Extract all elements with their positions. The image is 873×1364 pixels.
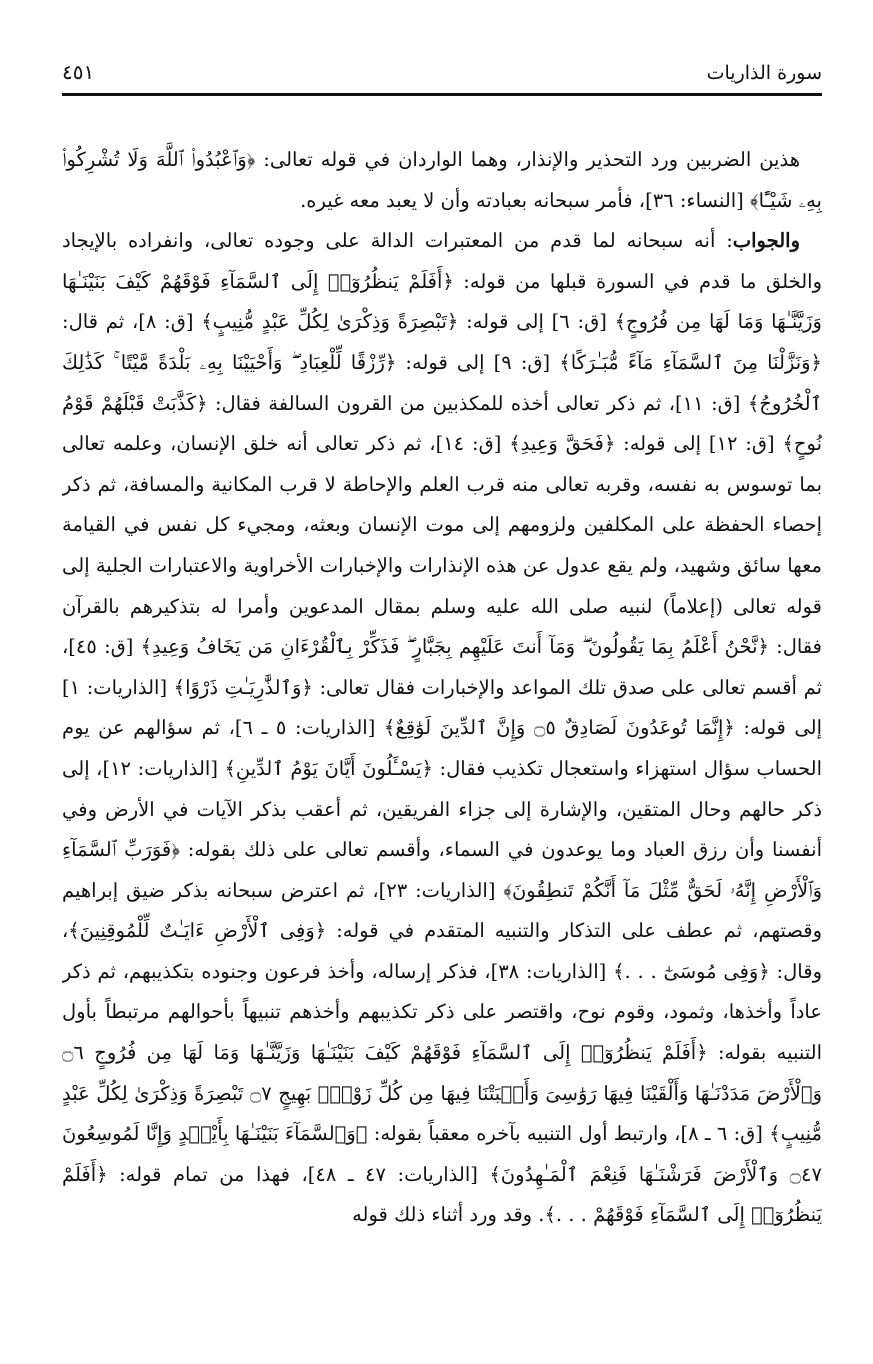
page-number: ٤٥١: [62, 60, 95, 84]
paragraph-2: [62, 221, 822, 1236]
paragraph-1: [62, 140, 822, 221]
paragraph-2-text: : أنه سبحانه لما قدم من المعتبرات الدالة على وجوده تعالى، وانفراده بالإيجاد والخلق ما قدم في السورة قبلها من قوله: ﴿أَفَلَمْ يَنظُرُوٓا۟ إِلَى ٱلسَّمَآءِ فَوْقَهُمْ كَيْفَ بَنَيْنَـٰهَا وَزَيَّنَّـٰهَا وَمَا لَهَا مِن فُرُوجٍ﴾ [ق: ٦] إلى قوله: ﴿تَبْصِرَةً وَذِكْرَىٰ لِكُلِّ عَبْدٍ مُّنِيبٍ﴾ [ق: ٨]، ثم قال: ﴿وَنَزَّلْنَا مِنَ ٱلسَّمَآءِ مَآءً مُّبَـٰرَكًا﴾ [ق: ٩] إلى قوله: ﴿رِّزْقًا لِّلْعِبَادِ ۖ وَأَحْيَيْنَا بِهِۦ بَلْدَةً مَّيْتًا ۚ كَذَٰلِكَ ٱلْخُرُوجُ﴾ [ق: ١١]، ثم ذكر تعالى أخذه للمكذبين من القرون السالفة فقال: ﴿كَذَّبَتْ قَبْلَهُمْ قَوْمُ نُوحٍ﴾ [ق: ١٢] إلى قوله: ﴿فَحَقَّ وَعِيدِ﴾ [ق: ١٤]، ثم ذكر تعالى أنه خلق الإنسان، وعلمه تعالى بما توسوس به نفسه، وقربه تعالى منه قرب العلم والإحاطة لا قرب المكانية والمسافة، ثم ذكر إحصاء الحفظة على المكلفين ولزومهم إلى موت الإنسان وبعثه، ومجيء كل نفس في القيامة معها سائق وشهيد، ولم يقع عدول عن هذه الإنذارات والإخبارات الأخراوية والاعتبارات الجلية إلى قوله تعالى (إعلاماً) لنبيه صلى الله عليه وسلم بمقال المدعوين وأمرا له بتذكيرهم بالقرآن فقال: ﴿نَّحْنُ أَعْلَمُ بِمَا يَقُولُونَ ۖ وَمَآ أَنتَ عَلَيْهِم بِجَبَّارٍ ۖ فَذَكِّرْ بِٱلْقُرْءَانِ مَن يَخَافُ وَعِيدِ﴾ [ق: ٤٥]، ثم أقسم تعالى على صدق تلك المواعد والإخبارات فقال تعالى: ﴿وَٱلذَّٰرِيَـٰتِ ذَرْوًا﴾ [الذاريات: ١] إلى قوله: ﴿إِنَّمَا تُوعَدُونَ لَصَادِقٌ ۝٥ وَإِنَّ ٱلدِّينَ لَوَٰقِعٌ﴾ [الذاريات: ٥ ـ ٦]، ثم سؤالهم عن يوم الحساب سؤال استهزاء واستعجال تكذيب فقال: ﴿يَسْـَٔلُونَ أَيَّانَ يَوْمُ ٱلدِّينِ﴾ [الذاريات: ١٢]، إلى ذكر حالهم وحال المتقين، والإشارة إلى جزاء الفريقين، ثم أعقب بذكر الآيات في الأرض وفي أنفسنا وأن رزق العباد وما يوعدون في السماء، وأقسم تعالى على ذلك بقوله: ﴿فَوَرَبِّ ٱلسَّمَآءِ وَٱلْأَرْضِ إِنَّهُۥ لَحَقٌّ مِّثْلَ مَآ أَنَّكُمْ تَنطِقُونَ﴾ [الذاريات: ٢٣]، ثم اعترض سبحانه بذكر ضيق إبراهيم وقصتهم، ثم عطف على التذكار والتنبيه المتقدم في قوله: ﴿وَفِى ٱلْأَرْضِ ءَايَـٰتٌ لِّلْمُوقِنِينَ﴾، وقال: ﴿وَفِى مُوسَىٰٓ . . .﴾ [الذاريات: ٣٨]، فذكر إرساله، وأخذ فرعون وجنوده بتكذيبهم، ثم ذكر عاداً وأخذها، وثمود، وقوم نوح، واقتصر على ذكر تكذيبهم وأخذهم تنبيهاً بأحوالهم مرتبطاً بأول التنبيه بقوله: ﴿أَفَلَمْ يَنظُرُوٓا۟ إِلَى ٱلسَّمَآءِ فَوْقَهُمْ كَيْفَ بَنَيْنَـٰهَا وَزَيَّنَّـٰهَا وَمَا لَهَا مِن فُرُوجٍ ۝٦ وَٱلْأَرْضَ مَدَدْنَـٰهَا وَأَلْقَيْنَا فِيهَا رَوَٰسِىَ وَأَنۢبَتْنَا فِيهَا مِن كُلِّ زَوْجٍۭ بَهِيجٍ ۝٧ تَبْصِرَةً وَذِكْرَىٰ لِكُلِّ عَبْدٍ مُّنِيبٍ﴾ [ق: ٦ ـ ٨]، وارتبط أول التنبيه بآخره معقباً بقوله: ﴿وَٱلسَّمَآءَ بَنَيْنَـٰهَا بِأَيْي۟دٍ وَإِنَّا لَمُوسِعُونَ ۝٤٧ وَٱلْأَرْضَ فَرَشْنَـٰهَا فَنِعْمَ ٱلْمَـٰهِدُونَ﴾ [الذاريات: ٤٧ ـ ٤٨]، فهذا من تمام قوله: ﴿أَفَلَمْ يَنظُرُوٓا۟ إِلَى ٱلسَّمَآءِ فَوْقَهُمْ . . .﴾. وقد ورد أثناء ذلك قوله: [62, 229, 822, 1227]
header-rule: [62, 93, 822, 96]
running-title: سورة الذاريات: [706, 62, 822, 84]
page-body: [62, 140, 822, 1340]
paragraph-2-lead: والجواب: [732, 229, 800, 253]
page-header: [62, 58, 822, 94]
paragraph-1-text: هذين الضربين ورد التحذير والإنذار، وهما الواردان في قوله تعالى: ﴿وَٱعْبُدُوا۟ ٱللَّهَ وَلَا تُشْرِكُوا۟ بِهِۦ شَيْـًٔا﴾ [النساء: ٣٦]، فأمر سبحانه بعبادته وأن لا يعبد معه غيره.: [62, 148, 822, 212]
